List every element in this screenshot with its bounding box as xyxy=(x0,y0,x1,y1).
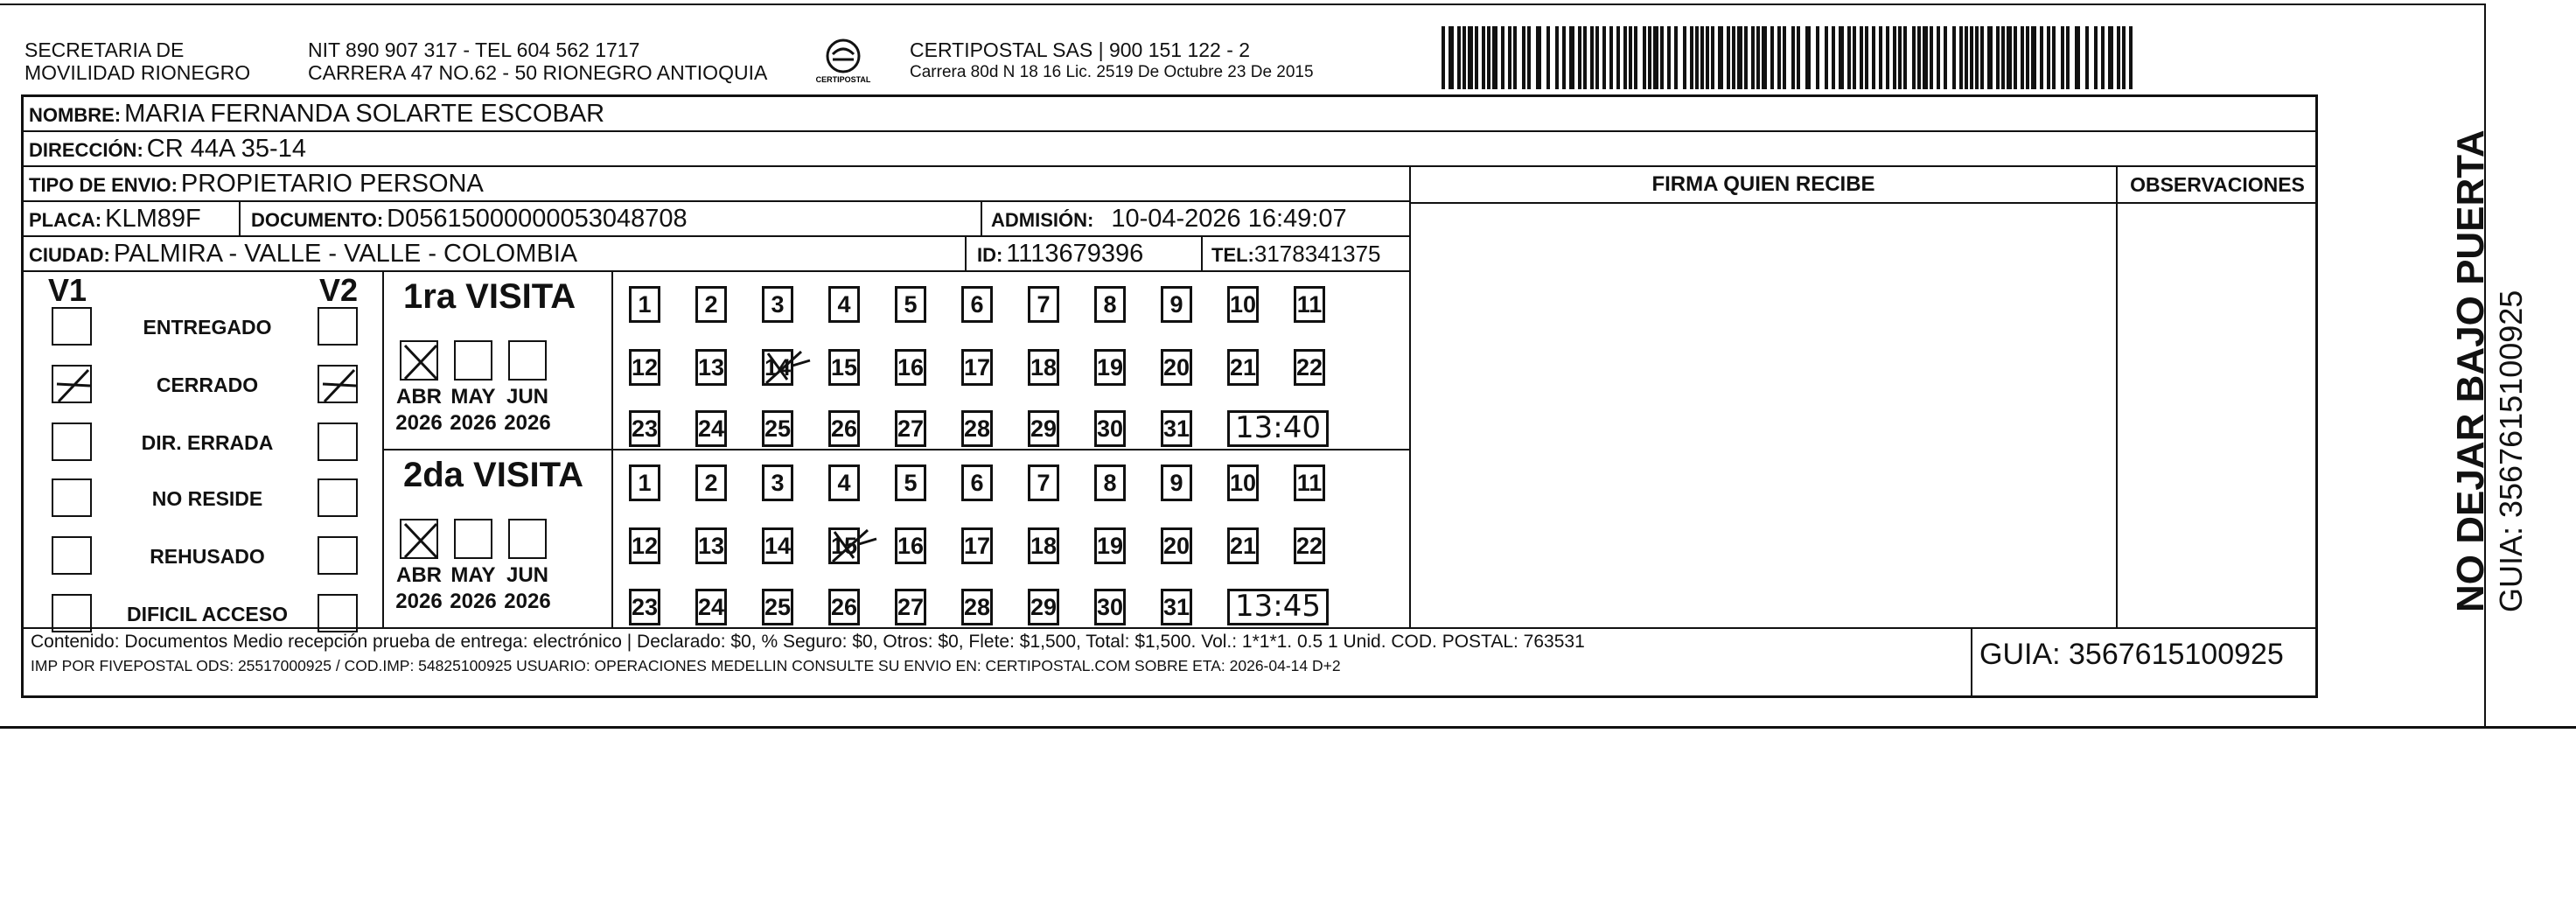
row-direccion xyxy=(24,132,2315,167)
side-guia-text: GUIA: 3567615100925 xyxy=(2493,290,2529,612)
day-box[interactable]: 21 xyxy=(1227,527,1259,564)
day-box[interactable]: 8 xyxy=(1094,464,1126,501)
month-label: MAY 2026 xyxy=(450,385,497,435)
day-box[interactable]: 9 xyxy=(1161,464,1192,501)
day-box[interactable]: 13 xyxy=(695,349,727,386)
day-box[interactable]: 2 xyxy=(695,286,727,323)
month-checkbox[interactable] xyxy=(400,340,438,381)
direccion-label: DIRECCIÓN: xyxy=(29,139,143,161)
visit-1 xyxy=(382,272,1409,449)
day-box[interactable]: 8 xyxy=(1094,286,1126,323)
row-nombre xyxy=(24,97,2315,132)
day-box[interactable]: 21 xyxy=(1227,349,1259,386)
v1-checkbox[interactable] xyxy=(52,307,92,346)
day-box[interactable]: 15 xyxy=(828,527,860,564)
day-box[interactable]: 1 xyxy=(629,286,660,323)
day-box[interactable]: 20 xyxy=(1161,527,1192,564)
visit-time[interactable]: 13:45 xyxy=(1227,589,1329,625)
month-checkbox[interactable] xyxy=(454,340,492,381)
status-label: NO RESIDE xyxy=(151,487,263,510)
documento-value: D05615000000053048708 xyxy=(387,205,688,233)
admision-label: ADMISIÓN: xyxy=(991,209,1094,231)
frame-line xyxy=(0,3,2486,5)
barcode xyxy=(1442,26,2141,89)
day-box[interactable]: 26 xyxy=(828,410,860,447)
day-box[interactable]: 30 xyxy=(1094,410,1126,447)
day-box[interactable]: 3 xyxy=(762,286,793,323)
day-mark xyxy=(761,348,813,388)
day-box[interactable]: 22 xyxy=(1294,527,1325,564)
v2-checkbox[interactable] xyxy=(318,365,358,403)
day-box[interactable]: 5 xyxy=(895,286,926,323)
day-box[interactable]: 27 xyxy=(895,410,926,447)
day-box[interactable]: 29 xyxy=(1028,410,1059,447)
v2-label: V2 xyxy=(319,272,359,308)
status-label: DIR. ERRADA xyxy=(141,431,274,454)
day-box[interactable]: 1 xyxy=(629,464,660,501)
day-box[interactable]: 24 xyxy=(695,410,727,447)
day-box[interactable]: 17 xyxy=(961,349,993,386)
day-box[interactable]: 18 xyxy=(1028,349,1059,386)
documento-label: DOCUMENTO: xyxy=(251,209,384,231)
delivery-form xyxy=(21,94,2318,698)
svg-text:CERTIPOSTAL: CERTIPOSTAL xyxy=(815,75,871,84)
day-box[interactable]: 5 xyxy=(895,464,926,501)
tel-value: 3178341375 xyxy=(1253,241,1381,267)
day-box[interactable]: 14 xyxy=(762,349,793,386)
day-box[interactable]: 11 xyxy=(1294,286,1325,323)
day-box[interactable]: 4 xyxy=(828,286,860,323)
no-dejar-text: NO DEJAR BAJO PUERTA xyxy=(2449,129,2492,612)
visit-time[interactable]: 13:40 xyxy=(1227,410,1329,447)
v1-checkbox[interactable] xyxy=(52,536,92,575)
day-box[interactable]: 28 xyxy=(961,410,993,447)
observaciones-header: OBSERVACIONES xyxy=(2118,167,2317,204)
day-box[interactable]: 14 xyxy=(762,527,793,564)
carrier-line-1: CERTIPOSTAL SAS | 900 151 122 - 2 xyxy=(910,38,1251,61)
day-box[interactable]: 22 xyxy=(1294,349,1325,386)
day-box[interactable]: 27 xyxy=(895,589,926,625)
day-box[interactable]: 30 xyxy=(1094,589,1126,625)
day-box[interactable]: 16 xyxy=(895,527,926,564)
visit-2 xyxy=(382,450,1409,627)
address-line: CARRERA 47 NO.62 - 50 RIONEGRO ANTIOQUIA xyxy=(308,61,768,84)
month-checkbox[interactable] xyxy=(508,519,547,559)
visits-panel xyxy=(382,272,1409,627)
day-box[interactable]: 19 xyxy=(1094,527,1126,564)
lower-blank-panel xyxy=(0,726,2576,901)
row-ciudad xyxy=(24,237,1409,272)
certipostal-logo xyxy=(812,37,875,86)
day-box[interactable]: 2 xyxy=(695,464,727,501)
guia-box: GUIA: 3567615100925 xyxy=(1979,638,2284,671)
divider xyxy=(239,202,241,235)
month-checkbox[interactable] xyxy=(508,340,547,381)
day-box[interactable]: 6 xyxy=(961,464,993,501)
divider xyxy=(1971,629,1972,695)
ciudad-value: PALMIRA - VALLE - VALLE - COLOMBIA xyxy=(113,240,578,268)
month-label: ABR 2026 xyxy=(395,563,443,613)
divider xyxy=(1201,237,1203,270)
day-box[interactable]: 12 xyxy=(629,527,660,564)
day-box[interactable]: 15 xyxy=(828,349,860,386)
tipo-value: PROPIETARIO PERSONA xyxy=(180,170,484,198)
divider xyxy=(965,237,967,270)
day-box[interactable]: 28 xyxy=(961,589,993,625)
firma-header: FIRMA QUIEN RECIBE xyxy=(1411,167,2116,204)
v2-checkbox[interactable] xyxy=(318,307,358,346)
imp-text: IMP POR FIVEPOSTAL ODS: 25517000925 / COD.IMP: 54825100925 USUARIO: OPERACIONES MEDELLIN CONSULTE SU ENVIO EN: CERTIPOSTAL.COM SOBRE ETA: 2026-04-14 D+2 xyxy=(31,657,1341,674)
month-label: ABR 2026 xyxy=(395,385,443,435)
placa-value: KLM89F xyxy=(105,205,201,233)
day-box[interactable]: 18 xyxy=(1028,527,1059,564)
day-box[interactable]: 6 xyxy=(961,286,993,323)
firma-area[interactable] xyxy=(1411,202,2116,627)
issuer-contact xyxy=(308,38,767,84)
status-label: ENTREGADO xyxy=(143,316,272,339)
month-label: JUN 2026 xyxy=(504,563,551,613)
row-tipo xyxy=(24,167,1409,202)
month-checkbox[interactable] xyxy=(400,519,438,559)
day-box[interactable]: 26 xyxy=(828,589,860,625)
day-box[interactable]: 23 xyxy=(629,410,660,447)
day-box[interactable]: 20 xyxy=(1161,349,1192,386)
divider xyxy=(981,202,982,235)
month-checkbox[interactable] xyxy=(454,519,492,559)
v2-checkbox[interactable] xyxy=(318,423,358,461)
day-box[interactable]: 7 xyxy=(1028,464,1059,501)
day-box[interactable]: 31 xyxy=(1161,589,1192,625)
contenido-text: Contenido: Documentos Medio recepción prueba de entrega: electrónico | Declarado: $0, % Seguro: $0, Otros: $0, Flete: $1,500, Total: $1,500. Vol.: 1*1*1. 0.5 1 Unid. COD. POSTAL: 763531 xyxy=(31,632,1585,652)
day-box[interactable]: 25 xyxy=(762,589,793,625)
v2-checkbox[interactable] xyxy=(318,478,358,517)
day-box[interactable]: 12 xyxy=(629,349,660,386)
day-box[interactable]: 16 xyxy=(895,349,926,386)
v1-checkbox[interactable] xyxy=(52,478,92,517)
day-box[interactable]: 24 xyxy=(695,589,727,625)
nit-line: NIT 890 907 317 - TEL 604 562 1717 xyxy=(308,38,640,61)
v1-checkbox[interactable] xyxy=(52,365,92,403)
day-box[interactable]: 19 xyxy=(1094,349,1126,386)
visit-title: 1ra VISITA xyxy=(403,277,576,316)
month-label: JUN 2026 xyxy=(504,385,551,435)
day-box[interactable]: 25 xyxy=(762,410,793,447)
row-placa xyxy=(24,202,1409,237)
day-mark xyxy=(827,527,880,567)
id-label: ID: xyxy=(977,244,1003,266)
day-box[interactable]: 13 xyxy=(695,527,727,564)
day-box[interactable]: 7 xyxy=(1028,286,1059,323)
direccion-value: CR 44A 35-14 xyxy=(146,135,306,163)
tel-label: TEL: xyxy=(1211,244,1254,266)
nombre-value: MARIA FERNANDA SOLARTE ESCOBAR xyxy=(124,100,605,128)
day-box[interactable]: 10 xyxy=(1227,286,1259,323)
day-box[interactable]: 23 xyxy=(629,589,660,625)
id-value: 1113679396 xyxy=(1006,240,1144,268)
day-box[interactable]: 31 xyxy=(1161,410,1192,447)
issuer-line-2: MOVILIDAD RIONEGRO xyxy=(24,61,251,84)
carrier-block xyxy=(910,38,1314,84)
ciudad-label: CIUDAD: xyxy=(29,244,110,266)
observaciones-area[interactable] xyxy=(2118,202,2317,627)
v2-checkbox[interactable] xyxy=(318,536,358,575)
day-box[interactable]: 9 xyxy=(1161,286,1192,323)
issuer-line-1: SECRETARIA DE xyxy=(24,38,185,61)
month-label: MAY 2026 xyxy=(450,563,497,613)
day-box[interactable]: 4 xyxy=(828,464,860,501)
day-box[interactable]: 10 xyxy=(1227,464,1259,501)
day-box[interactable]: 3 xyxy=(762,464,793,501)
v1-label: V1 xyxy=(48,272,87,308)
admision-value: 10-04-2026 16:49:07 xyxy=(1111,205,1347,233)
tipo-label: TIPO DE ENVIO: xyxy=(29,174,178,196)
day-box[interactable]: 17 xyxy=(961,527,993,564)
status-panel xyxy=(24,272,384,627)
placa-label: PLACA: xyxy=(29,209,102,231)
status-label: DIFICIL ACCESO xyxy=(126,603,288,625)
issuer-block xyxy=(24,38,250,84)
side-notice xyxy=(2449,129,2530,612)
nombre-label: NOMBRE: xyxy=(29,104,122,126)
day-box[interactable]: 11 xyxy=(1294,464,1325,501)
visit-title: 2da VISITA xyxy=(403,456,583,494)
day-box[interactable]: 29 xyxy=(1028,589,1059,625)
status-label: CERRADO xyxy=(156,374,259,396)
carrier-line-2: Carrera 80d N 18 16 Lic. 2519 De Octubre 23 De 2015 xyxy=(910,63,1314,81)
status-label: REHUSADO xyxy=(150,545,265,568)
v1-checkbox[interactable] xyxy=(52,423,92,461)
